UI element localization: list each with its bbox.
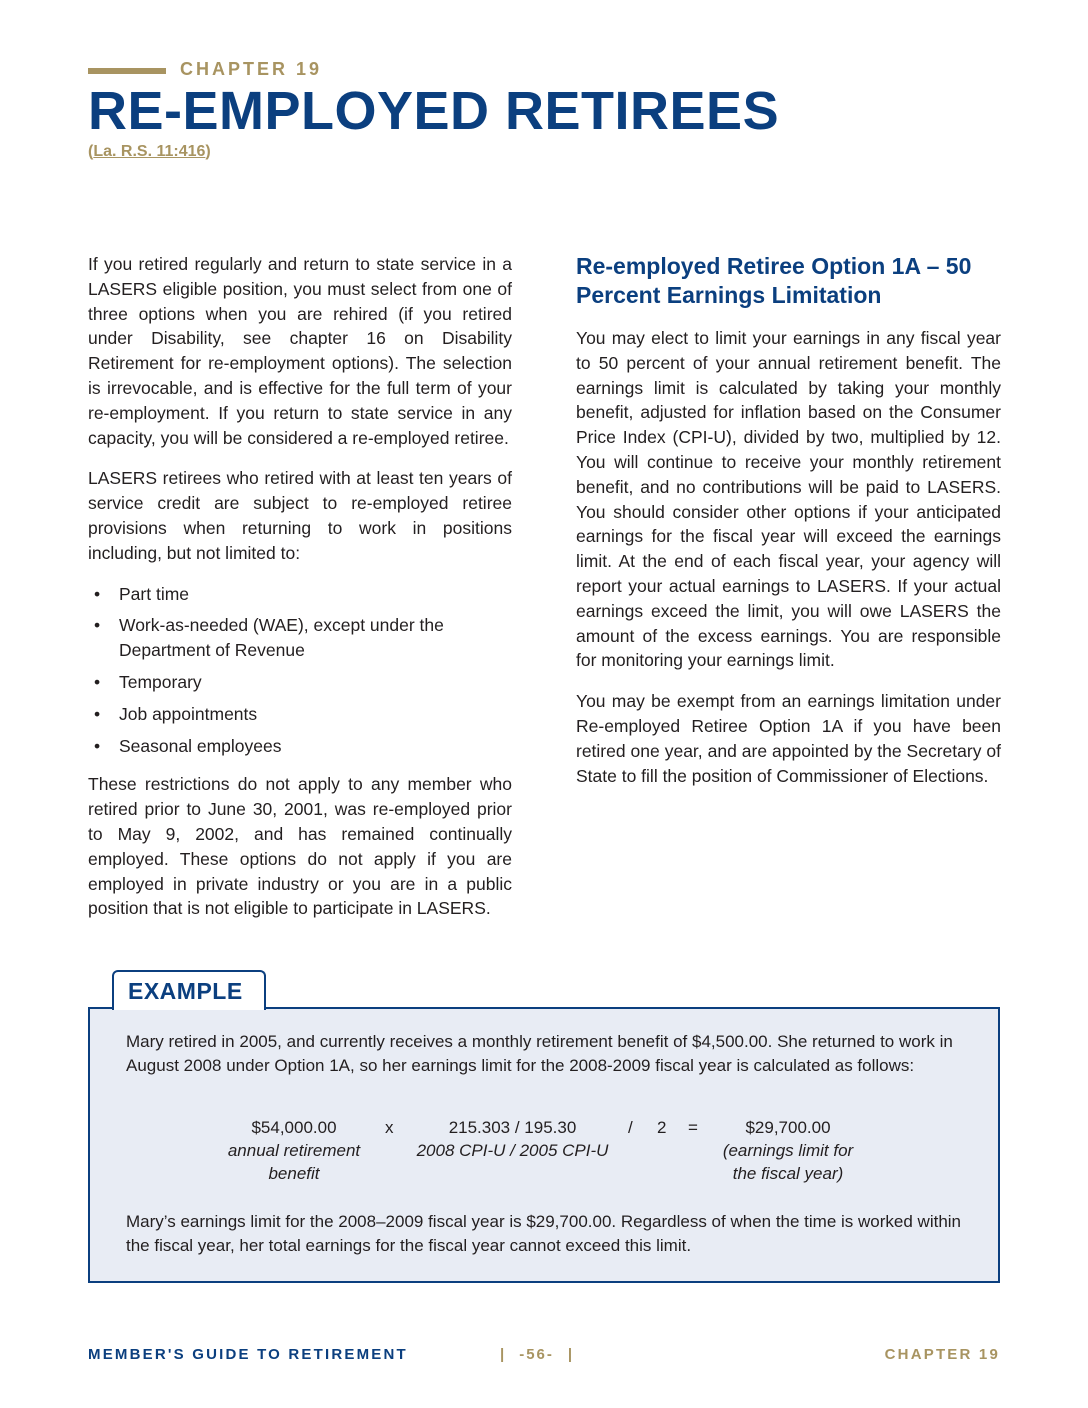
- example-intro: Mary retired in 2005, and currently receives a monthly retirement benefit of $4,500.00. She returned to work in August 2008 under Option 1A, so her earnings limit for the 2008-2009 fiscal year is calculated as follows:: [126, 1032, 953, 1075]
- formula-divisor: 2: [657, 1118, 667, 1137]
- restrictions-paragraph: These restrictions do not apply to any member who retired prior to June 30, 2001, was re-employed prior to May 9, 2002, and has remained continually employed. These options do not apply if you are employed in private industry or you are in a public position that is not eligible to participate in LASERS.: [88, 774, 512, 919]
- formula-result: [708, 1116, 868, 1185]
- list-item: [88, 582, 512, 607]
- list-item: [88, 613, 512, 663]
- footer-guide-title: MEMBER'S GUIDE TO RETIREMENT: [88, 1346, 408, 1363]
- chapter-label: CHAPTER 19: [180, 59, 323, 79]
- section-heading: Re-employed Retiree Option 1A – 50 Percent Earnings Limitation: [576, 253, 972, 308]
- option-1a-paragraph: You may elect to limit your earnings in any fiscal year to 50 percent of your annual retirement benefit. The earnings limit is calculated by taking your monthly benefit, adjusted for inflation based on the Consumer Price Index (CPI-U), divided by two, multiplied by 12. You will continue to receive your monthly retirement benefit, and no contributions will be paid to LASERS. You should consider other options if your anticipated earnings for the fiscal year will exceed the earnings limit. At the end of each fiscal year, your agency will report your actual earnings to LASERS. If your actual earnings exceed the limit, you will owe LASERS the amount of the excess earnings. You are responsible for monitoring your earnings limit.: [576, 328, 1001, 671]
- formula-result-label-2: the fiscal year): [732, 1164, 844, 1183]
- footer-separator: |: [567, 1346, 574, 1363]
- formula-result-value: $29,700.00: [745, 1118, 831, 1137]
- page-number: -56-: [519, 1346, 554, 1363]
- list-item: [88, 670, 512, 695]
- eligibility-paragraph: LASERS retirees who retired with at least ten years of service credit are subject to re-employed retiree provisions when returning to work in positions including, but not limited to:: [88, 468, 512, 563]
- citation: (La. R.S. 11:416): [88, 143, 211, 160]
- position-list: [88, 582, 512, 759]
- formula-times-sign: x: [385, 1118, 394, 1137]
- bullet-icon: •: [94, 703, 101, 724]
- list-item-text: Part time: [119, 583, 190, 604]
- exemption-paragraph: You may be exempt from an earnings limitation under Re-employed Retiree Option 1A if you have been retired one year, and are appointed by the Secretary of State to fill the position of Commissioner of Elections.: [576, 691, 1001, 786]
- bullet-icon: •: [94, 735, 101, 756]
- formula-cpi-value: 215.303 / 195.30: [448, 1118, 577, 1137]
- left-column: [88, 252, 512, 937]
- list-item-text: Work-as-needed (WAE), except under the Department of Revenue: [119, 615, 444, 661]
- formula-result-label-1: (earnings limit for: [722, 1141, 854, 1160]
- formula-divide-sign: /: [628, 1118, 633, 1137]
- chapter-accent-bar: [88, 68, 166, 74]
- example-tab-label: EXAMPLE: [128, 978, 243, 1004]
- bullet-icon: •: [94, 615, 101, 636]
- formula-annual-label-1: annual retirement: [227, 1141, 361, 1160]
- list-item-text: Job appointments: [119, 703, 258, 724]
- intro-paragraph: If you retired regularly and return to state service in a LASERS eligible position, you must select from one of three options when you are rehired (if you retired under Disability, see chapter 16 on Disability Retirement for re-employment options). The selection is irrevocable, and is effective for the full term of your re-employment. If you return to state service in any capacity, you will be considered a re-employed retiree.: [88, 254, 512, 448]
- footer-page-number: [500, 1346, 573, 1363]
- formula-annual-value: $54,000.00: [251, 1118, 337, 1137]
- footer-separator: |: [500, 1346, 506, 1363]
- list-item-text: Temporary: [119, 671, 202, 692]
- formula-cpi-ratio: [410, 1116, 615, 1162]
- page-title: RE-EMPLOYED RETIREES: [88, 81, 780, 141]
- example-conclusion: Mary’s earnings limit for the 2008–2009 fiscal year is $29,700.00. Regardless of when the time is worked within the fiscal year, her total earnings for the fiscal year cannot exceed this limit.: [126, 1212, 962, 1255]
- citation-link[interactable]: La. R.S. 11:416: [93, 143, 206, 160]
- formula-annual-label-2: benefit: [268, 1164, 320, 1183]
- footer-chapter-label: CHAPTER 19: [884, 1346, 1000, 1363]
- list-item-text: Seasonal employees: [119, 735, 282, 756]
- list-item: [88, 702, 512, 727]
- bullet-icon: •: [94, 583, 101, 604]
- formula-annual-benefit: [214, 1116, 374, 1185]
- example-tab: [112, 970, 266, 1010]
- list-item: [88, 734, 512, 759]
- formula-cpi-label: 2008 CPI-U / 2005 CPI-U: [416, 1141, 609, 1160]
- formula-equals-sign: =: [688, 1118, 698, 1137]
- right-column: [576, 252, 1001, 804]
- bullet-icon: •: [94, 671, 101, 692]
